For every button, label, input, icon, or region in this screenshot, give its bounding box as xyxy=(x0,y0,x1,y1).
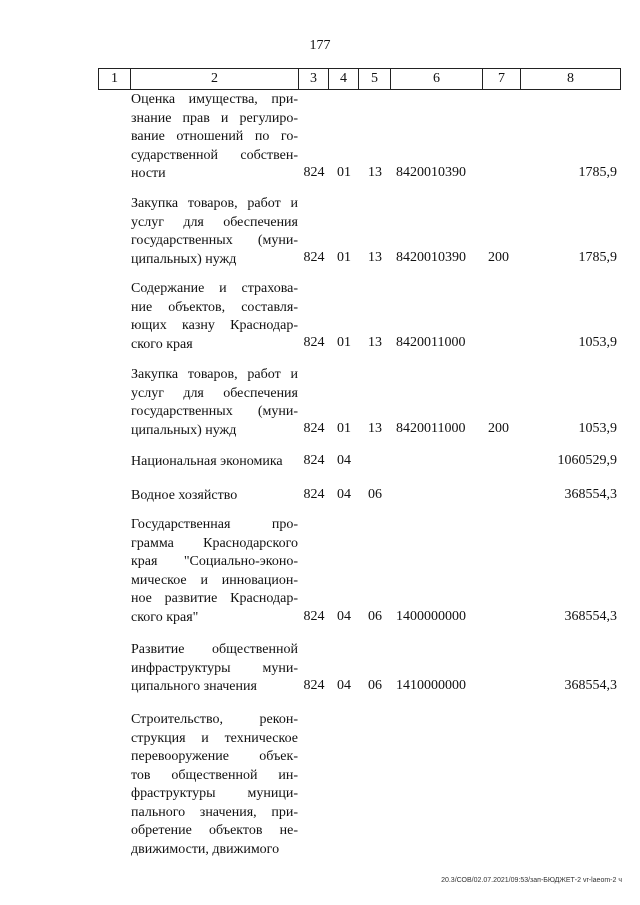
name-line: пального значения, при- xyxy=(131,804,298,820)
header-col-2: 2 xyxy=(130,69,298,89)
col-3-value: 824 xyxy=(303,335,325,350)
name-line: края "Социально-эконо- xyxy=(131,554,298,569)
col-6-value: 8420011000 xyxy=(396,335,466,350)
col-5-value: 06 xyxy=(368,678,382,693)
header-col-3: 3 xyxy=(298,69,328,89)
row-name xyxy=(131,366,298,440)
row-name xyxy=(131,91,298,184)
row-name xyxy=(131,641,298,697)
page-number: 177 xyxy=(309,38,331,53)
row-name xyxy=(131,195,298,269)
col-6-value: 1410000000 xyxy=(396,678,466,693)
col-6-value: 8420010390 xyxy=(396,165,466,180)
name-line: грамма Краснодарского xyxy=(131,535,298,551)
name-line: Содержание и страхова- xyxy=(131,281,298,296)
name-line: ципальных) нужд xyxy=(131,251,237,267)
name-line: Водное хозяйство xyxy=(131,488,238,503)
col-7-value: 200 xyxy=(488,250,509,265)
name-line: движимости, движимого xyxy=(131,841,280,857)
name-line: ципальных) нужд xyxy=(131,422,237,438)
col-5-value: 13 xyxy=(368,335,382,350)
row-name xyxy=(131,487,298,506)
col-4-value: 04 xyxy=(337,487,351,502)
header-col-1: 1 xyxy=(98,69,130,89)
col-3-value: 824 xyxy=(303,678,325,693)
col-8-value: 1785,9 xyxy=(578,165,617,180)
header-col-5: 5 xyxy=(358,69,390,89)
name-line: Закупка товаров, работ и xyxy=(131,367,298,382)
col-8-value: 1785,9 xyxy=(578,250,617,265)
header-col-7: 7 xyxy=(482,69,520,89)
name-line: услуг для обеспечения xyxy=(131,214,298,230)
header-col-8: 8 xyxy=(520,69,621,89)
col-5-value: 13 xyxy=(368,165,382,180)
col-3-value: 824 xyxy=(303,453,325,468)
col-8-value: 1053,9 xyxy=(578,335,617,350)
name-line: Государственная про- xyxy=(131,517,298,532)
name-line: тов общественной ин- xyxy=(131,767,298,783)
name-line: ности xyxy=(131,166,166,181)
name-line: Оценка имущества, при- xyxy=(131,92,298,107)
col-3-value: 824 xyxy=(303,165,325,180)
col-8-value: 1053,9 xyxy=(578,421,617,436)
col-3-value: 824 xyxy=(303,250,325,265)
name-line: Развитие общественной xyxy=(131,642,298,657)
name-line: обретение объектов не- xyxy=(131,823,298,838)
name-line: струкция и техническое xyxy=(131,730,298,746)
name-line: ского края" xyxy=(131,609,199,625)
name-line: фраструктуры муници- xyxy=(131,786,298,801)
name-line: Закупка товаров, работ и xyxy=(131,196,298,211)
name-line: государственных (муни- xyxy=(131,404,298,419)
name-line: услуг для обеспечения xyxy=(131,385,298,401)
col-4-value: 01 xyxy=(337,250,351,265)
row-name xyxy=(131,516,298,627)
name-line: государственных (муни- xyxy=(131,233,298,248)
col-8-value: 368554,3 xyxy=(564,487,617,502)
row-name xyxy=(131,453,298,472)
header-col-6: 6 xyxy=(390,69,482,89)
col-4-value: 04 xyxy=(337,678,351,693)
col-5-value: 13 xyxy=(368,250,382,265)
col-5-value: 13 xyxy=(368,421,382,436)
name-line: Строительство, рекон- xyxy=(131,712,298,727)
col-7-value: 200 xyxy=(488,421,509,436)
document-footer-code: 20.3/СОВ/02.07.2021/09:53/зап-БЮДЖЕТ-2 vr-laeom-2 ч xyxy=(441,877,622,884)
col-4-value: 04 xyxy=(337,453,351,468)
col-5-value: 06 xyxy=(368,609,382,624)
col-8-value: 368554,3 xyxy=(564,678,617,693)
col-3-value: 824 xyxy=(303,487,325,502)
name-line: сударственной собствен- xyxy=(131,147,298,163)
col-4-value: 04 xyxy=(337,609,351,624)
name-line: знание прав и регулиро- xyxy=(131,110,298,126)
name-line: ние объектов, составля- xyxy=(131,299,298,315)
col-4-value: 01 xyxy=(337,335,351,350)
row-name xyxy=(131,280,298,354)
col-3-value: 824 xyxy=(303,421,325,436)
col-6-value: 1400000000 xyxy=(396,609,466,624)
table-header xyxy=(98,68,621,90)
col-3-value: 824 xyxy=(303,609,325,624)
col-8-value: 1060529,9 xyxy=(557,453,617,468)
col-6-value: 8420010390 xyxy=(396,250,466,265)
name-line: мическое и инновацион- xyxy=(131,572,298,588)
name-line: перевооружение объек- xyxy=(131,749,298,764)
name-line: ского края xyxy=(131,336,193,352)
col-5-value: 06 xyxy=(368,487,382,502)
name-line: вание отношений по го- xyxy=(131,129,298,144)
name-line: ципального значения xyxy=(131,679,257,694)
name-line: инфраструктуры муни- xyxy=(131,660,298,676)
name-line: Национальная экономика xyxy=(131,454,283,469)
col-4-value: 01 xyxy=(337,421,351,436)
col-6-value: 8420011000 xyxy=(396,421,466,436)
col-4-value: 01 xyxy=(337,165,351,180)
header-col-4: 4 xyxy=(328,69,358,89)
col-8-value: 368554,3 xyxy=(564,609,617,624)
row-name xyxy=(131,711,298,859)
name-line: ющих казну Краснодар- xyxy=(131,318,298,333)
name-line: ное развитие Краснодар- xyxy=(131,591,298,606)
